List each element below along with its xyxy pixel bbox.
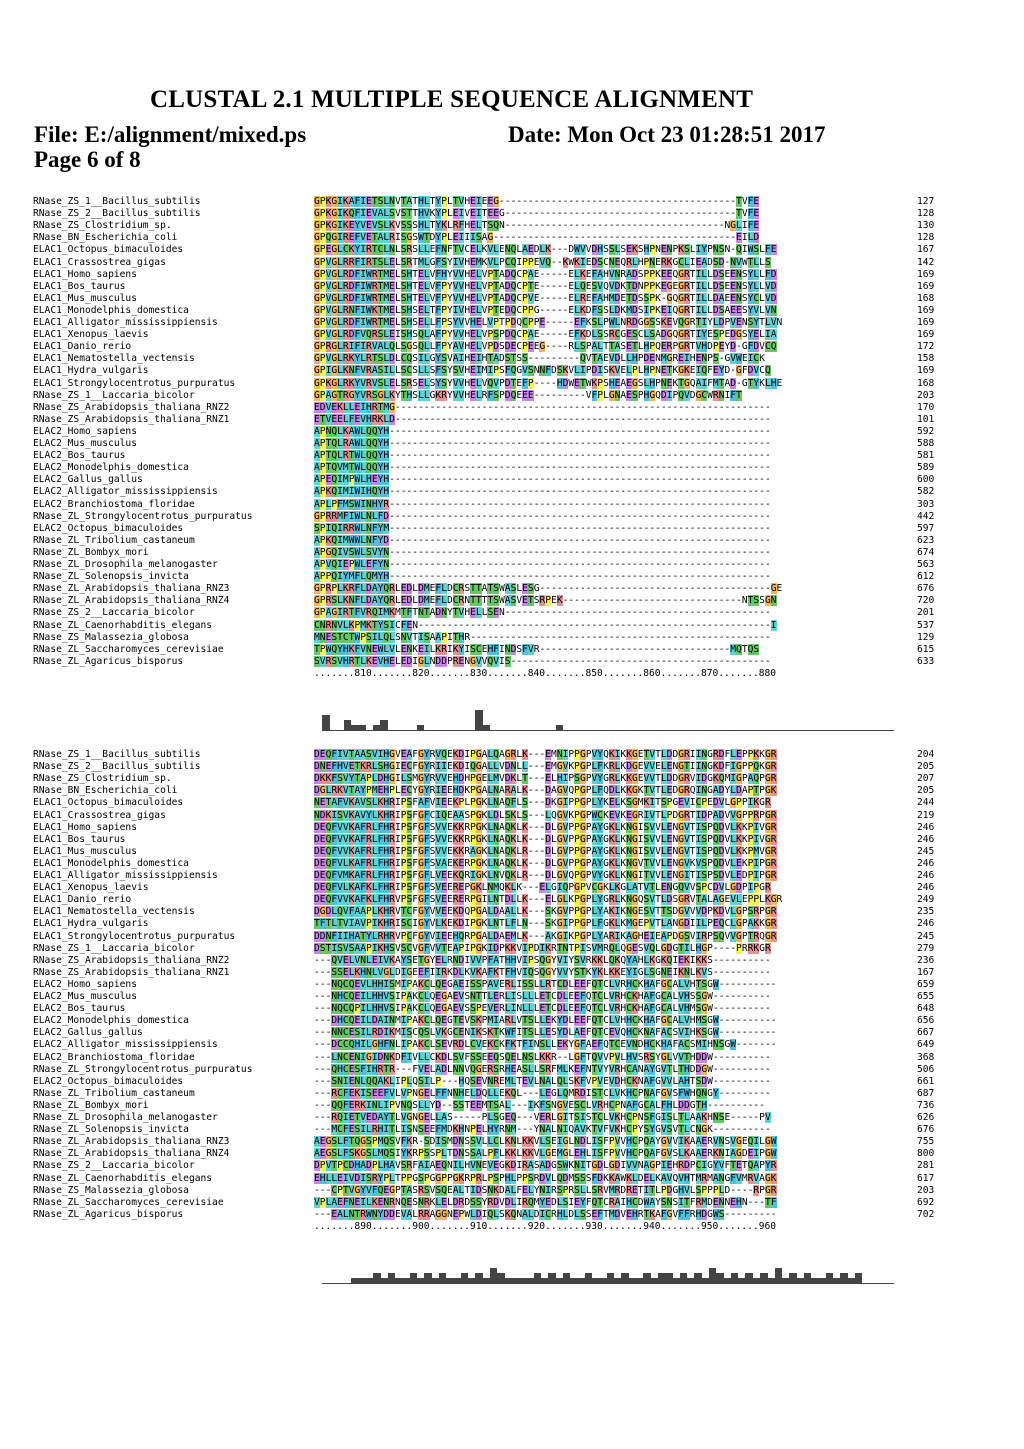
sequence-residues: DKKFSVYTAPLDHGILSMGYRVVEHDHPGELMVDKLT---ELHIPSGPVYGRLKKGEVVTLDDGRVIDGKQMIGPAQPGR [314,773,777,785]
sequence-residues: GPVGLRDFIWRTMELSHSELLFPSYVVHELVPTPDQCPPE-----EFKSLPWLNRDGGSSKEVQGRTIYLDPVENSYTLVN [314,317,783,328]
sequence-residues: GPVGLRDFIWRTMELSHTELVFPYVVHELVPTADQCPTE-----ELQESVQVDKTDNPPKEGEGRTILLDSEENSYLLVD [314,280,777,292]
residue-count: 588 [917,438,935,449]
residue-count: 142 [917,256,935,268]
sequence-name: ELAC1_Monodelphis_domestica [33,304,189,316]
sequence-name: ELAC1_Octopus_bimaculoides [33,797,184,809]
sequence-residues: AEGSLFTQGSPMQSVFKR-SDISMDNSSVLLCLKNLKKVLSEIGLNDLISFPVVHCPQAYGVVIKAAERVNSVGEQILGW [314,1136,777,1148]
sequence-name: RNase_ZL_Saccharomyces_cerevisiae [33,1196,224,1208]
sequence-residues: DGLRKVTAYPMEHPLECYGYRIEEHDKPGALNARALK---DAGVQPGPLFQDLKKGKTVTLEDGRQINGADYLDAPTPGK [314,785,777,797]
residue-count: 129 [917,631,935,643]
conservation-bar [322,715,330,730]
sequence-residues: GPRGLRIFIRVALQLSGSQLLFPYAVHELVPDSDECPEEG----RLSPALTTASETLHPQERPGRTVHDPEYD-GFDVCQ [314,341,777,353]
sequence-residues: APTQLRAWLQQYH------------------------------------------------------------------ [314,438,771,449]
sequence-name: RNase_ZL_Solenopsis_invicta [33,571,189,583]
residue-count: 168 [917,377,935,389]
sequence-residues: GPKGLRKYVRVSLELSRSELSYSYVVHELVQVPDTEFP----HDWETWKPSHEAEGSLHPNEKTGQAIFMTAD-GTYKLHE [314,377,783,389]
sequence-name: ELAC1_Mus_musculus [33,845,137,857]
sequence-name: RNase_ZL_Caenorhabditis_elegans [33,1172,213,1184]
sequence-name: ELAC1_Monodelphis_domestica [33,857,189,869]
residue-count: 563 [917,559,935,570]
sequence-name: ELAC1_Mus_musculus [33,292,137,304]
residue-count: 581 [917,450,935,462]
sequence-name: ELAC2_Gallus_gallus [33,1027,143,1039]
sequence-name: ELAC2_Bos_taurus [33,450,126,462]
position-ruler: .......810.......820.......830.......840.......850.......860.......870.......880 [314,667,777,679]
sequence-residues: SVRSVHRTLKEVHELEDIGLNDDPRENGVVQVIS--------------------------------------------- [314,655,771,667]
sequence-name: ELAC1_Alligator_mississippiensis [33,317,218,328]
sequence-residues: GPEGLCKYIRTCLNLSRSLLEFNFTVCELKVLENQLAEDLK---DWVVDHSSLSEKSHPNENPKSLIYPNSN-QIWSLFE [314,244,777,256]
sequence-name: RNase_ZL_Drosophila_melanogaster [33,1112,218,1123]
sequence-name: RNase_ZL_Agaricus_bisporus [33,1208,184,1220]
sequence-residues: EHLLEIVDISRYPLTPPGSPGGPPGKRPRLPSPHLPPSRDVLQDMSSSFDKKAWKLDELKAVQVHTMRMANGFVMRVAGK [314,1172,777,1184]
sequence-name: RNase_ZS_1__Laccaria_bicolor [33,942,195,954]
residue-count: 615 [917,643,935,655]
residue-count: 236 [917,954,935,966]
residue-count: 617 [917,1172,935,1184]
sequence-name: RNase_ZS_2__Bacillus_subtilis [33,208,201,220]
sequence-name: RNase_ZS_1__Bacillus_subtilis [33,196,201,207]
sequence-residues: GPVGLRKYLRTSLDLCQSILGYSVAIHEIHTADSTSS---------QVTAEVDLLHPDENMGREIHENPS-GVWEICK [314,353,765,365]
sequence-residues: APLPFMSWINHYR------------------------------------------------------------------ [314,498,771,510]
sequence-residues: ---NHCQEILHHVSIPAKCLQEGAEVSNTTLERLISLLLETCDLEEFQTCLVRHCKHAFGCALVHSSGW---------- [314,991,771,1002]
sequence-residues: GPVGLRNFIWKTMELSHSELTFPYIVHELVPTEDQCPPG-----ELKDFSSLDKMDSIPKEIQGRTILLDSAEESYVLVN [314,304,777,316]
sequence-residues: APVQIEPWLEFYN------------------------------------------------------------------ [314,559,771,570]
sequence-name: RNase_ZL_Strongylocentrotus_purpuratus [33,510,253,522]
position-ruler: .......890.......900.......910.......920.......930.......940.......950.......960 [314,1220,777,1232]
sequence-name: ELAC1_Homo_sapiens [33,268,137,280]
sequence-name: RNase_ZL_Strongylocentrotus_purpuratus [33,1063,253,1075]
residue-count: 623 [917,534,935,546]
sequence-residues: DEQFVVKAFRLFHRIPSFGFSVVEKKRPGKLNAQKLK---DLGVPPGPAYGKLKNGISVVLENGVTISPQDVLKKPIVGR [314,821,777,833]
residue-count: 127 [917,196,935,207]
sequence-name: ELAC2_Octopus_bimaculoides [33,1075,184,1087]
residue-count: 128 [917,208,935,220]
sequence-name: ELAC2_Alligator_mississippiensis [33,1039,218,1051]
sequence-residues: VPLAEFNEILKENRNQESNRKLELDRDSSYRDVDLIRQMYEDLSIEYFQTCRAIHCDWAYSNSITFRMDENNEHN---TF [314,1196,777,1208]
residue-count: 692 [917,1196,935,1208]
sequence-name: RNase_ZS_2__Laccaria_bicolor [33,1160,195,1172]
sequence-residues: GPQGIREFVETALRISGSWTDYPLEIIISAG------------------------------------------EILD [314,232,760,244]
sequence-residues: ---NQCQPILHHVSIPAKCLQEGAEVSSPEVERLINLLLETCDLEEFQTCLVRHCKHAFGCALVHMSGW---------- [314,1003,771,1015]
sequence-name: RNase_BN_Escherichia_coli [33,232,178,244]
sequence-residues: DGDLQVFAAPLKHRVTCFGYVVEEKDQPGALDAALLK---SKGVPPGPLYAKIKNGESVTTSDGVVVDPKDVLGPSRPGR [314,906,777,918]
sequence-residues: APNQLKAWLQQYH------------------------------------------------------------------ [314,425,771,437]
print-date: Date: Mon Oct 23 01:28:51 2017 [508,122,826,147]
sequence-residues: APKQIMIWIHQYH------------------------------------------------------------------ [314,486,771,498]
residue-count: 245 [917,845,935,857]
residue-count: 755 [917,1136,935,1148]
sequence-residues: CNRNVLKPMKTYSICFEN-------------------------------------------------------------I [314,619,777,631]
sequence-name: RNase_ZL_Arabidopsis_thaliana_RNZ3 [33,583,230,595]
residue-count: 736 [917,1099,935,1111]
sequence-residues: ---QHCESFIHRTR---FVELADLNNVQGERSRHEASLLSRFMLKEFNTVYVRHCANAYGVTLTHDDGW---------- [314,1063,771,1075]
sequence-name: ELAC2_Octopus_bimaculoides [33,522,184,534]
sequence-name: ELAC2_Monodelphis_domestica [33,462,189,474]
residue-count: 676 [917,583,935,595]
sequence-name: ELAC1_Nematostella_vectensis [33,906,195,918]
residue-count: 169 [917,365,935,377]
alignment-block-1 [0,196,1024,726]
sequence-residues: EDVEKLLEIHRTMG----------------------------------------------------------------- [314,401,771,413]
residue-count: 207 [917,773,935,785]
sequence-residues: ---NNCESILRDIKMISCQSLVKGCENIKSKTKWFITSLLESYDLAEFQTCEVQHCKNAFACSVIHKSGW---------- [314,1027,777,1039]
residue-count: 205 [917,785,935,797]
residue-count: 648 [917,1003,935,1015]
sequence-residues: ---SSELKHNLVGLDIGEEFIIRKDLKVKAFKTFHVIQSQGYVVYSTKYKLKKEYIGLSGNEIKNLKVS---------- [314,966,771,978]
sequence-name: ELAC2_Mus_musculus [33,438,137,449]
residue-count: 368 [917,1051,935,1063]
residue-count: 235 [917,906,935,918]
residue-count: 170 [917,401,935,413]
sequence-name: RNase_BN_Escherichia_coli [33,785,178,797]
sequence-name: ELAC1_Crassostrea_gigas [33,256,166,268]
sequence-name: ELAC2_Bos_taurus [33,1003,126,1015]
residue-count: 244 [917,797,935,809]
residue-count: 246 [917,821,935,833]
sequence-name: RNase_ZL_Drosophila_melanogaster [33,559,218,570]
document-title: CLUSTAL 2.1 MULTIPLE SEQUENCE ALIGNMENT [150,86,754,113]
sequence-residues: DDNFIIHATYLRHRVPCFGYVIEEHQRPGALDAEMLK---AKGIKPGPLYARIKAGHEIEAPDGSVIRPSQVVGPTRQGR [314,930,777,942]
sequence-name: RNase_ZL_Solenopsis_invicta [33,1124,189,1136]
residue-count: 169 [917,329,935,341]
conservation-baseline [322,730,894,731]
residue-count: 537 [917,619,935,631]
sequence-residues: DPVTPCDHADPLHAVSRFAIAEQNILHVNEVEGKDIRASADGSWKNITGDLGDIVVNAGPIEHRDPCIGYVFTETQAPYR [314,1160,777,1172]
residue-count: 676 [917,1124,935,1136]
sequence-name: RNase_ZS_Clostridium_sp. [33,220,172,232]
residue-count: 246 [917,857,935,869]
sequence-residues: APTQLRTWLQQYH------------------------------------------------------------------ [314,450,771,462]
sequence-name: RNase_ZS_1__Laccaria_bicolor [33,389,195,401]
sequence-name: ELAC1_Xenopus_laevis [33,882,149,894]
sequence-residues: AEGSLFSKGSLMQSIYKRPSSPLTDNSSALPFLKKLKKVLGEMGLEHLISFPVVHCPQAFGVSLKAAERKNIAGDEIPGW [314,1148,777,1160]
sequence-residues: APGQIVSWLSVYN------------------------------------------------------------------ [314,546,771,558]
residue-count: 246 [917,918,935,930]
sequence-name: RNase_ZS_2__Laccaria_bicolor [33,607,195,619]
sequence-residues: NETAFVKAVSLKHRIPSFAFVIEEKPLPGKLNAQFLS---DKGIPPGPLYKELKSGMKITSPGEVICPEDVLGPPIKGR [314,797,771,809]
sequence-residues: DNEFHVETKRLSHGIECFGYRIIEKDIQGALLVDNLL---EMGVKPGPLFKRLKDGEVVELENGTIINGKDFIGPPQKGR [314,761,777,773]
sequence-residues: ---RQIETVEDAYTLVGNGELLAS-----PLSGEQ---VERLGITSISTCLVKHCPNSFGISLTLAAKHNSE-----PV [314,1112,771,1123]
residue-count: 281 [917,1160,935,1172]
sequence-name: RNase_ZL_Bombyx_mori [33,1099,149,1111]
sequence-name: ELAC1_Danio_rerio [33,341,132,353]
residue-count: 168 [917,292,935,304]
sequence-residues: GPAGTRGYVRSGLKYTHSLLGKRYVVHELRFSPDQEEE---------VFPLGNAESPHGQDIPQVDGCWRNIFT [314,389,742,401]
sequence-name: ELAC1_Homo_sapiens [33,821,137,833]
sequence-residues: GPKGIKEYVEVSLKVSSSHLTYKLRFHELTSQN--------------------------------------NGLIFE [314,220,760,232]
conservation-bar [855,1273,863,1283]
sequence-name: ELAC1_Hydra_vulgaris [33,365,149,377]
sequence-name: RNase_ZS_1__Bacillus_subtilis [33,749,201,760]
sequence-residues: ETVEELFEVHRKLD----------------------------------------------------------------- [314,413,771,425]
sequence-residues: ---MCFESILRHITLISNSEEFMDKHNPELHYRNM---YNALNIQAVKTVFVKHCPYSYGVSVTLCNGK---------- [314,1124,771,1136]
residue-count: 205 [917,761,935,773]
residue-count: 169 [917,317,935,328]
sequence-residues: ---QVELVNLEIVKAYSETGYELRNDIVVPFATHHVIPSQGYVIYSVRKKLQKQYAHLKGKQIEKIKKS---------- [314,954,771,966]
sequence-name: ELAC1_Octopus_bimaculoides [33,244,184,256]
sequence-name: RNase_ZL_Bombyx_mori [33,546,149,558]
sequence-residues: GPVGLRDFIWRTMELSHTELVFPYVVHELVPTADQCPVE-----ELREFAHMDETDSSPK-GQGRTILLDAEENSYCLVD [314,292,777,304]
sequence-residues: NDKISVKAVYLKHRIPSFGFCIQEAASPGKLDLSKLS---LQGVKPGPWCKEVKEGRIVTLPDGRTIDPADVVGPPRPGR [314,809,777,821]
residue-count: 506 [917,1063,935,1075]
sequence-residues: APPQIYMFLQMYH------------------------------------------------------------------ [314,571,771,583]
sequence-name: RNase_ZS_Malassezia_globosa [33,631,189,643]
sequence-residues: TPWQYHKFVNEWLVLENKEILKRIKYISCEHFINDSFVR---------------------------------MQTQS [314,643,760,655]
sequence-residues: APEQIMPWLHEYH------------------------------------------------------------------ [314,474,771,486]
sequence-residues: ---QQFERKINLIPVNQSLLYD--SSTEEMTSAL---IKFSNGVESCLVRHCPNAFGCALFHLDDGTH---------- [314,1099,765,1111]
residue-count: 674 [917,546,935,558]
sequence-name: RNase_ZS_Arabidopsis_thaliana_RNZ2 [33,401,230,413]
sequence-name: RNase_ZL_Saccharomyces_cerevisiae [33,643,224,655]
sequence-residues: GPKGIKAFIETSLNVTATHLTYPLTVHEIEEG-----------------------------------------TVFE [314,196,760,207]
sequence-name: ELAC2_Alligator_mississippiensis [33,486,218,498]
residue-count: 203 [917,389,935,401]
sequence-residues: GPVGLRRFIRTSLELSRTMLGFSYIVHEMKVLPCQIPPEVQ--KWKIEDSCNEQRLHPNERKGCLIEADSD-NVWTLLS [314,256,771,268]
sequence-residues: GPVGLRDFIWRTMELSHTELVFHYVVHELVPTADQCPAE-----ELKEFAHVNRADSPPKEEQGRTILLDSEENSYLLFD [314,268,777,280]
residue-count: 172 [917,341,935,353]
residue-count: 600 [917,474,935,486]
sequence-name: RNase_ZL_Caenorhabditis_elegans [33,619,213,631]
residue-count: 303 [917,498,935,510]
sequence-residues: ---DHCQEILDAINMIPAKCLQEGTEVSKPMIARLVTSLLEKYDLEEFQTCLVHHCKHAFGCALVHMSGW---------- [314,1015,777,1027]
sequence-name: ELAC1_Xenopus_laevis [33,329,149,341]
sequence-name: ELAC2_Branchiostoma_floridae [33,1051,195,1063]
conservation-bar [380,720,388,730]
sequence-name: ELAC1_Nematostella_vectensis [33,353,195,365]
sequence-residues: GPVGLRDFVQRSLEISHSQLAFPYVVHELVPSPDQCPAE-----EFKDLSSRCGESCLSADGQGRTIYESPEDGSYELIA [314,329,777,341]
sequence-name: ELAC1_Strongylocentrotus_purpuratus [33,377,236,389]
sequence-name: RNase_ZS_Arabidopsis_thaliana_RNZ1 [33,966,230,978]
residue-count: 204 [917,749,935,760]
residue-count: 626 [917,1112,935,1123]
sequence-residues: DEQFVVKAFRLFHRIPSFGFSVVEKKRPGKLNAQKLK---DLGVPPGPAYGKLKNGISVVLENGVTISPQDVLKKPIVGR [314,833,777,845]
sequence-residues: ---CPTVGYVFQEGPTASRSVSQEALTIDSNKDALFELYNIRSPRSLLSRVMRDRETITLPDGHVLSPPPLD----RPGR [314,1184,777,1196]
sequence-residues: GPAGIRTFVRQIMKMTFTNTADNYTVHELLSEN---------------------------------------------- [314,607,771,619]
sequence-residues: SPIQIRRWLNFYM------------------------------------------------------------------ [314,522,771,534]
residue-count: 649 [917,1039,935,1051]
sequence-residues: ---RCFEKISEEFVLVPNGELFFNNHELDQLLEKQL---LEGLQMRDISTCLVKHCPNAFGVSFWHQNGY--------- [314,1087,771,1099]
sequence-name: RNase_ZL_Tribolium_castaneum [33,534,195,546]
residue-count: 656 [917,1015,935,1027]
residue-count: 655 [917,991,935,1002]
sequence-residues: DEQFVVKAFKLFHRVPSFGFSVEERERPGILNTDLLK---ELGLKPGPLYGRLKNGQSVTLDSGRVTALAGEVLEPPLKGR [314,894,783,906]
sequence-residues: ---EALNTRWNYDDEVALRRAGGNEPWLDIQLSKQNALDICRHLDLSSEFTMDVEHRTKAFGVFFRHDGWS--------- [314,1208,777,1220]
sequence-residues: APTQVMTWLQQYH------------------------------------------------------------------ [314,462,771,474]
residue-count: 702 [917,1208,935,1220]
sequence-name: RNase_ZS_Arabidopsis_thaliana_RNZ1 [33,413,230,425]
sequence-residues: DEQFIVTAASVIHGVEAFGYRVQEKDIPGALQAGRLK---EMNIPPGPVYQKIKKGETVTLDDGRIINGRDFLEPPKKGR [314,749,777,760]
sequence-name: ELAC2_Homo_sapiens [33,978,137,990]
residue-count: 687 [917,1087,935,1099]
sequence-name: ELAC2_Branchiostoma_floridae [33,498,195,510]
sequence-name: ELAC2_Gallus_gallus [33,474,143,486]
residue-count: 582 [917,486,935,498]
file-path: File: E:/alignment/mixed.ps [34,122,307,147]
residue-count: 633 [917,655,935,667]
sequence-name: ELAC1_Crassostrea_gigas [33,809,166,821]
residue-count: 246 [917,870,935,881]
sequence-residues: MNESTCTWPSILQLSNVTISAAPITHR---------------------------------------------------- [314,631,771,643]
sequence-residues: DSTISVSAAPIKHSVSCVGFVVTEAPIPGKIDPKKVIPDIKRTNTPISVMRQLQGESVQLGDGTILHGP----PRRKGR [314,942,771,954]
residue-count: 246 [917,882,935,894]
residue-count: 203 [917,1184,935,1196]
sequence-residues: ---LNCENIGIDNKDFIVLLCKDLSVFSSEEQSQELNSLKKR--LGFTQVVPVLHVSRSYGLVVTHDDW---------- [314,1051,771,1063]
sequence-name: RNase_ZL_Arabidopsis_thaliana_RNZ4 [33,595,230,607]
residue-count: 720 [917,595,935,607]
alignment-block-2 [0,749,1024,1289]
sequence-name: ELAC1_Strongylocentrotus_purpuratus [33,930,236,942]
sequence-name: RNase_ZL_Arabidopsis_thaliana_RNZ4 [33,1148,230,1160]
residue-count: 589 [917,462,935,474]
sequence-residues: GPRPLKRFLDAYQRLEDLDMEFLDCRSTTATSWASLESG----------------------------------------GE [314,583,783,595]
page-number: Page 6 of 8 [34,147,141,172]
sequence-name: RNase_ZS_Arabidopsis_thaliana_RNZ2 [33,954,230,966]
residue-count: 597 [917,522,935,534]
residue-count: 612 [917,571,935,583]
residue-count: 661 [917,1075,935,1087]
residue-count: 592 [917,425,935,437]
sequence-name: RNase_ZL_Agaricus_bisporus [33,655,184,667]
sequence-residues: ---NQCQEVLHHISMIPAKCLQEGAEISSPAVERLISSLLRTCDLEEFQTCLVRHCKHAFGCALVHTSGW---------- [314,978,777,990]
sequence-residues: DEQFVLKAFKLFHRIPSFGFSVEEREPGKLNMQKLK---ELGIQPGPVCGKLKGLATVTLENGQVVSPCDVLGDPIPGR [314,882,771,894]
sequence-residues: APKQIMWWLNFYD------------------------------------------------------------------ [314,534,771,546]
sequence-name: ELAC2_Homo_sapiens [33,425,137,437]
residue-count: 167 [917,966,935,978]
sequence-residues: ---DCCQHILGHFNLIPAKCLSEVRDLCVEKCKFKTFINSLLEKYGFAEFQTCEVNDHCKHAFACSMIHNSGW------- [314,1039,777,1051]
sequence-residues: DEQFVLKAFRLFHRIPSFGFSVAEKERPGKLNAQKLK---DLGVPPGPAYGKLKNGVTVVLENGVKVSPQDVLEKPIPGR [314,857,777,869]
residue-count: 167 [917,244,935,256]
residue-count: 169 [917,304,935,316]
residue-count: 169 [917,268,935,280]
residue-count: 442 [917,510,935,522]
residue-count: 800 [917,1148,935,1160]
residue-count: 101 [917,413,935,425]
residue-count: 158 [917,353,935,365]
residue-count: 249 [917,894,935,906]
sequence-name: ELAC2_Monodelphis_domestica [33,1015,189,1027]
sequence-name: ELAC1_Alligator_mississippiensis [33,870,218,881]
sequence-name: ELAC1_Hydra_vulgaris [33,918,149,930]
sequence-name: RNase_ZS_2__Bacillus_subtilis [33,761,201,773]
sequence-name: RNase_ZL_Arabidopsis_thaliana_RNZ3 [33,1136,230,1148]
residue-count: 128 [917,232,935,244]
residue-count: 245 [917,930,935,942]
residue-count: 219 [917,809,935,821]
sequence-residues: DEQFVMKAFRLFHRIPSFGFLVEEKQRIGKLNVQKLR---DLGVQPGPVYGKLKNGITVVLENGITISPSDVLEDPIPGR [314,870,777,881]
residue-count: 201 [917,607,935,619]
sequence-name: ELAC1_Danio_rerio [33,894,132,906]
sequence-name: RNase_ZS_Clostridium_sp. [33,773,172,785]
residue-count: 246 [917,833,935,845]
sequence-name: ELAC2_Mus_musculus [33,991,137,1002]
sequence-name: ELAC1_Bos_taurus [33,833,126,845]
sequence-residues: GPRSLKNFLDAYQRLEDLDMEFLDCRNTTTTSWASVETSRPEK-------------------------------NTSSGN [314,595,777,607]
sequence-residues: GPKGIKQFIEVALSVSTTHVKYPLEIVEITEEG----------------------------------------TVFE [314,208,760,220]
sequence-residues: TFTLTVIAVPIKHRISCIGYVLKEKDIPGKLNTLFLN---SKGIPPGPLFGKLKMGEPVTLANGDIILPEQCLGPAKKGR [314,918,777,930]
sequence-residues: DEQFVVKAFRLFHRIPSFGFSVVEKKRAGKLNAQKLR---DLGVPPGPAYGKLKNGISVVLENGVTISPQDVLKKPMVGR [314,845,777,857]
residue-count: 659 [917,978,935,990]
sequence-name: RNase_ZS_Malassezia_globosa [33,1184,189,1196]
conservation-baseline [322,1283,894,1284]
residue-count: 279 [917,942,935,954]
sequence-residues: GPRRMFIWLNLFD------------------------------------------------------------------ [314,510,771,522]
sequence-name: RNase_ZL_Tribolium_castaneum [33,1087,195,1099]
sequence-residues: GPIGLKNFVRASILLSCSLLSFSYSVHEIMIPSFQGVSNNFDSKVLIPDISKVELPLHPNETKGKEIQFEYD-GFDVCQ [314,365,771,377]
residue-count: 169 [917,280,935,292]
sequence-name: ELAC1_Bos_taurus [33,280,126,292]
residue-count: 667 [917,1027,935,1039]
residue-count: 130 [917,220,935,232]
sequence-residues: ---SNIENLQQAKLIPLQSILP---HQSEVNREMLTEVLNALQLSKFVPVEVDHCKNAFGVVLAHTSDW---------- [314,1075,771,1087]
